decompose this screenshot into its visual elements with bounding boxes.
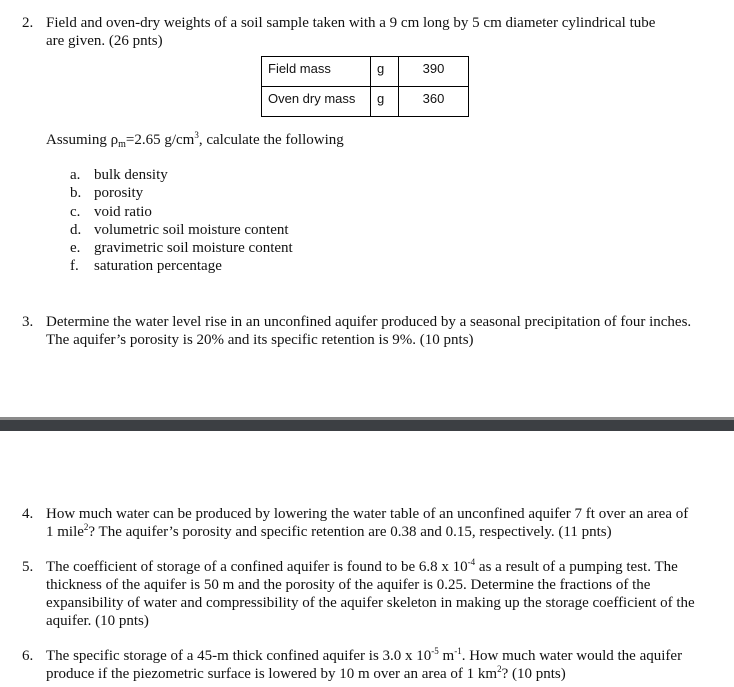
question-line: thickness of the aquifer is 50 m and the porosity of the aquifer is 0.25. Determine the fractions of the — [46, 577, 651, 593]
list-item — [70, 221, 293, 239]
question-line: The aquifer’s porosity is 20% and its specific retention is 9%. (10 pnts) — [46, 332, 474, 348]
superscript: 2 — [497, 664, 502, 674]
list-letter: c. — [70, 203, 81, 220]
list-text: volumetric soil moisture content — [94, 221, 289, 238]
superscript: -4 — [467, 557, 476, 567]
list-text: bulk density — [94, 167, 168, 183]
question-number: 4. — [22, 506, 34, 522]
list-letter: f. — [70, 258, 79, 275]
list-item — [70, 203, 293, 221]
question-text-part: 1 mile — [46, 524, 84, 540]
question-number: 6. — [22, 648, 34, 664]
question-3 — [22, 313, 714, 349]
assumption-subscript: m — [118, 139, 126, 150]
question-text — [46, 313, 714, 349]
question-number: 2. — [22, 15, 34, 31]
question-4 — [22, 505, 714, 541]
question-text-part: The coefficient of storage of a confined aquifer is found to be 6.8 x 10 — [46, 559, 468, 575]
table-cell-value: 360 — [399, 87, 469, 117]
list-text: saturation percentage — [94, 258, 222, 275]
question-text — [46, 647, 714, 683]
subquestion-list — [70, 166, 293, 276]
assumption-text: =2.65 g/cm — [125, 132, 195, 148]
question-text-part: ? The aquifer’s porosity and specific retention are 0.38 and 0.15, respectively. (11 pnts) — [88, 524, 612, 540]
question-text-part: produce if the piezometric surface is lowered by 10 m over an area of 1 km — [46, 666, 498, 682]
question-text-part: The specific storage of a 45-m thick confined aquifer is 3.0 x 10 — [46, 648, 432, 664]
assumption-line — [46, 131, 344, 149]
question-number: 3. — [22, 314, 34, 330]
question-line: Field and oven-dry weights of a soil sample taken with a 9 cm long by 5 cm diameter cylindrical tube — [46, 15, 656, 31]
assumption-text: , calculate the following — [198, 132, 344, 148]
question-text — [46, 14, 714, 50]
question-line: are given. (26 pnts) — [46, 33, 163, 49]
table-cell-unit: g — [371, 57, 399, 87]
question-text-part: as a result of a pumping test. The — [475, 559, 678, 575]
list-text: gravimetric soil moisture content — [94, 240, 293, 257]
question-line — [46, 523, 714, 541]
question-text — [46, 558, 714, 630]
table-cell-unit: g — [371, 87, 399, 117]
list-text: porosity — [94, 185, 144, 202]
table-row — [262, 57, 469, 87]
table-cell-label: Oven dry mass — [262, 87, 371, 117]
list-item — [70, 166, 293, 184]
list-letter: b. — [70, 185, 82, 202]
list-item — [70, 239, 293, 257]
list-letter: e. — [70, 240, 81, 257]
list-text: void ratio — [94, 203, 152, 220]
list-item — [70, 257, 293, 275]
superscript: -5 — [431, 646, 439, 656]
question-text-part: ? (10 pnts) — [501, 666, 566, 682]
question-text-part: m — [438, 648, 455, 664]
superscript: 2 — [83, 522, 89, 532]
question-line: expansibility of water and compressibility of the aquifer skeleton in making up the storage coefficient of the — [46, 595, 695, 611]
assumption-superscript: 3 — [194, 130, 199, 140]
superscript: -1 — [454, 646, 462, 656]
question-line: aquifer. (10 pnts) — [46, 613, 149, 629]
mass-table — [261, 56, 469, 117]
table-cell-value: 390 — [399, 57, 469, 87]
question-line — [46, 647, 714, 665]
question-5 — [22, 558, 714, 630]
list-item — [70, 184, 293, 202]
question-text-part: . How much water would the aquifer — [461, 648, 683, 664]
question-number: 5. — [22, 559, 34, 575]
table-cell-label: Field mass — [262, 57, 371, 87]
question-line — [46, 558, 714, 576]
question-text — [46, 505, 714, 541]
assumption-text: Assuming ρ — [46, 132, 119, 148]
list-letter: a. — [70, 167, 81, 183]
question-6 — [22, 647, 714, 683]
question-2 — [22, 14, 714, 50]
table-row — [262, 87, 469, 117]
list-letter: d. — [70, 221, 82, 238]
page-divider — [0, 420, 734, 431]
question-line: Determine the water level rise in an unconfined aquifer produced by a seasonal precipitation of four inches. — [46, 314, 692, 330]
question-line — [46, 665, 714, 683]
question-line: How much water can be produced by lowering the water table of an unconfined aquifer 7 ft over an area of — [46, 506, 689, 522]
